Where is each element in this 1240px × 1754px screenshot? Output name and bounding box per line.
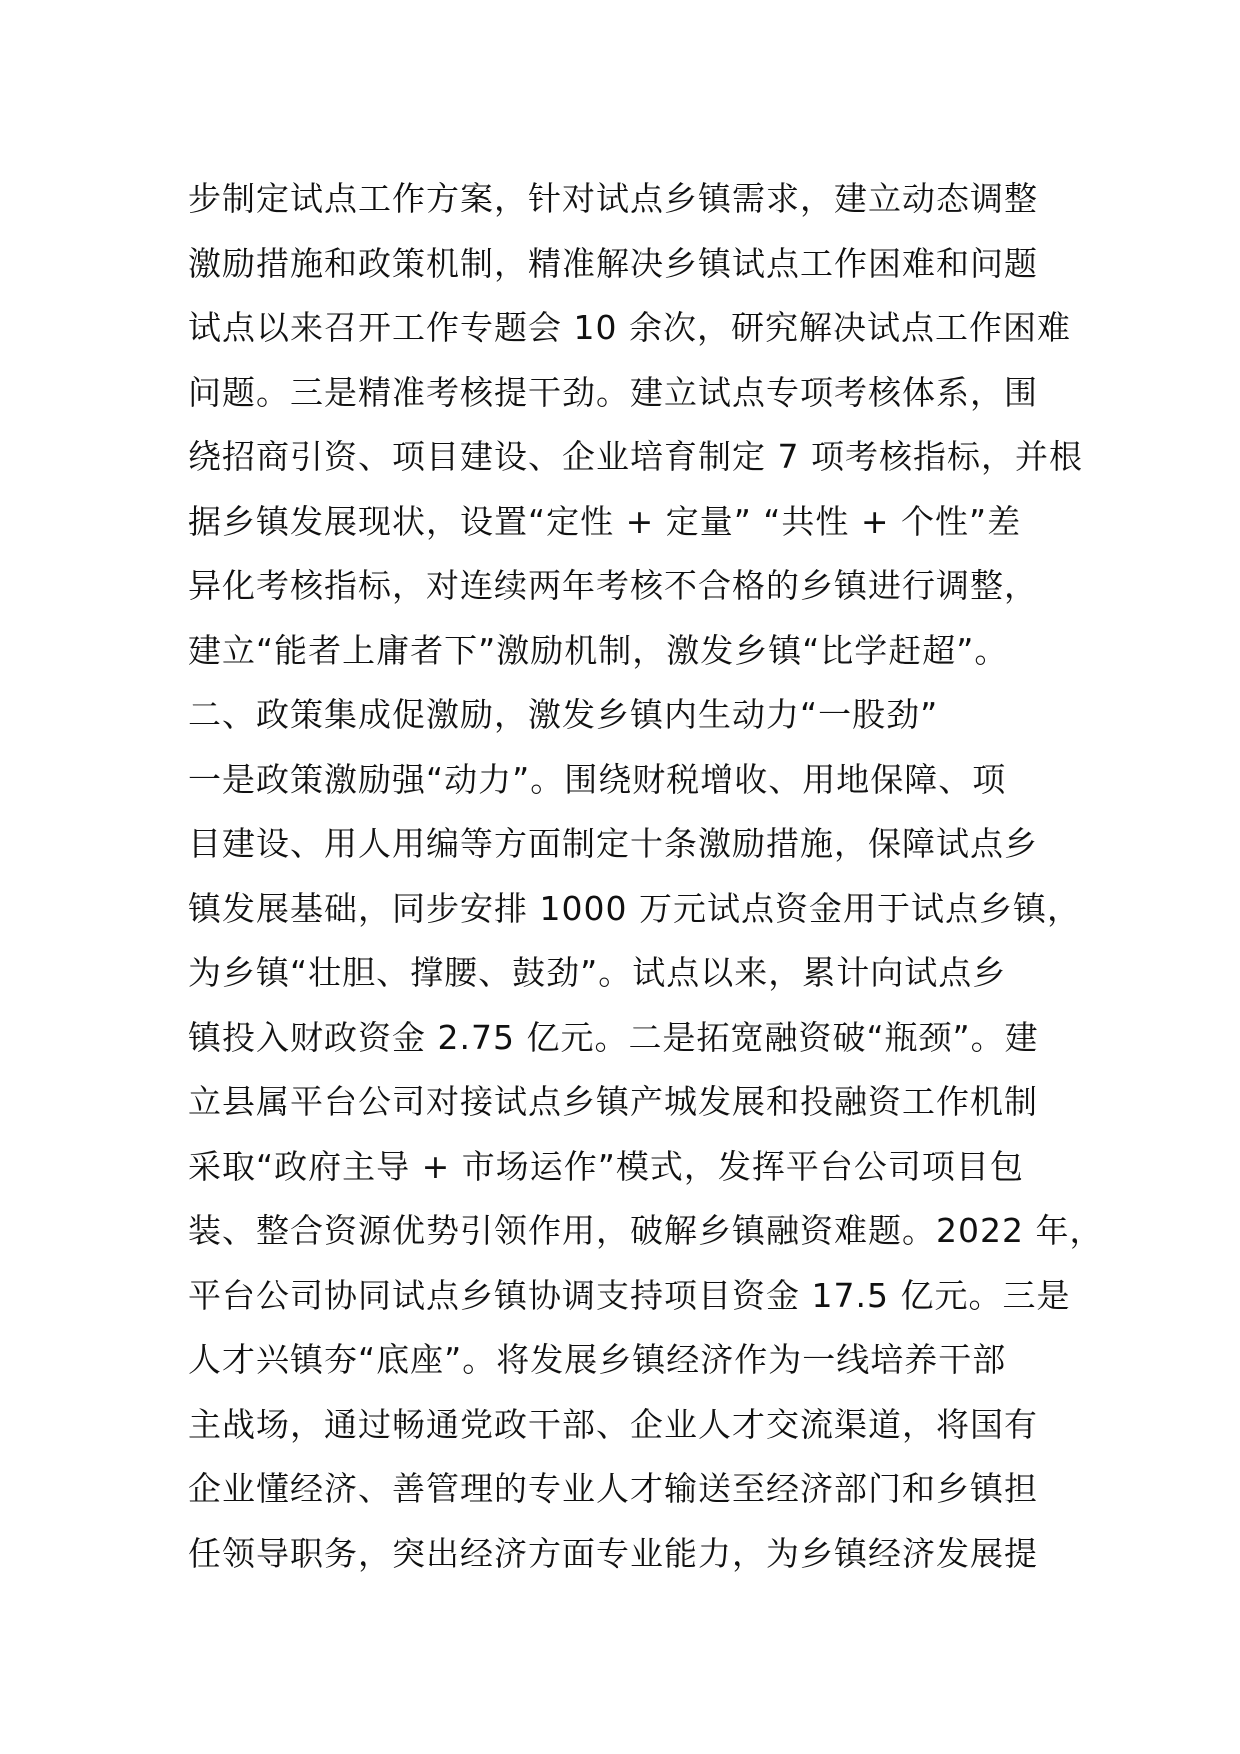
text-line: 一是政策激励强“动力”。围绕财税增收、用地保障、项: [188, 759, 1007, 799]
text-line: 目建设、用人用编等方面制定十条激励措施，保障试点乡: [188, 824, 1038, 863]
text-line: 镇发展基础，同步安排 1000 万元试点资金用于试点乡镇，: [188, 888, 1081, 928]
text-line: 镇投入财政资金 2.75 亿元。二是拓宽融资破“瓶颈”。建: [188, 1017, 1039, 1057]
text-line: 异化考核指标，对连续两年考核不合格的乡镇进行调整，: [188, 566, 1038, 605]
text-line: 建立“能者上庸者下”激励机制，激发乡镇“比学赶超”。: [188, 630, 1009, 670]
text-line: 立县属平台公司对接试点乡镇产城发展和投融资工作机制: [188, 1082, 1038, 1121]
text-line: 问题。三是精准考核提干劲。建立试点专项考核体系，围: [188, 372, 1038, 412]
text-line: 企业懂经济、善管理的专业人才输送至经济部门和乡镇担: [188, 1469, 1038, 1508]
text-line: 装、整合资源优势引领作用，破解乡镇融资难题。2022 年，: [188, 1211, 1104, 1250]
text-line: 任领导职务，突出经济方面专业能力，为乡镇经济发展提: [188, 1533, 1038, 1573]
text-line: 平台公司协同试点乡镇协调支持项目资金 17.5 亿元。三是: [188, 1275, 1071, 1315]
body-text: [188, 167, 1104, 1586]
text-line: 人才兴镇夯“底座”。将发展乡镇经济作为一线培养干部: [188, 1340, 1007, 1379]
text-line: 步制定试点工作方案，针对试点乡镇需求，建立动态调整: [188, 179, 1038, 218]
text-line: 主战场，通过畅通党政干部、企业人才交流渠道，将国有: [188, 1404, 1038, 1444]
section-heading: 二、政策集成促激励，激发乡镇内生动力“一股劲”: [188, 695, 939, 734]
text-line: 采取“政府主导 + 市场运作”模式，发挥平台公司项目包: [188, 1146, 1024, 1186]
text-line: 绕招商引资、项目建设、企业培育制定 7 项考核指标，并根: [188, 437, 1083, 476]
text-line: 激励措施和政策机制，精准解决乡镇试点工作困难和问题: [188, 243, 1038, 283]
text-line: 据乡镇发展现状，设置“定性 + 定量” “共性 + 个性”差: [188, 501, 1022, 541]
text-line: 为乡镇“壮胆、撑腰、鼓劲”。试点以来，累计向试点乡: [188, 953, 1007, 992]
text-line: 试点以来召开工作专题会 10 余次，研究解决试点工作困难: [188, 308, 1071, 347]
